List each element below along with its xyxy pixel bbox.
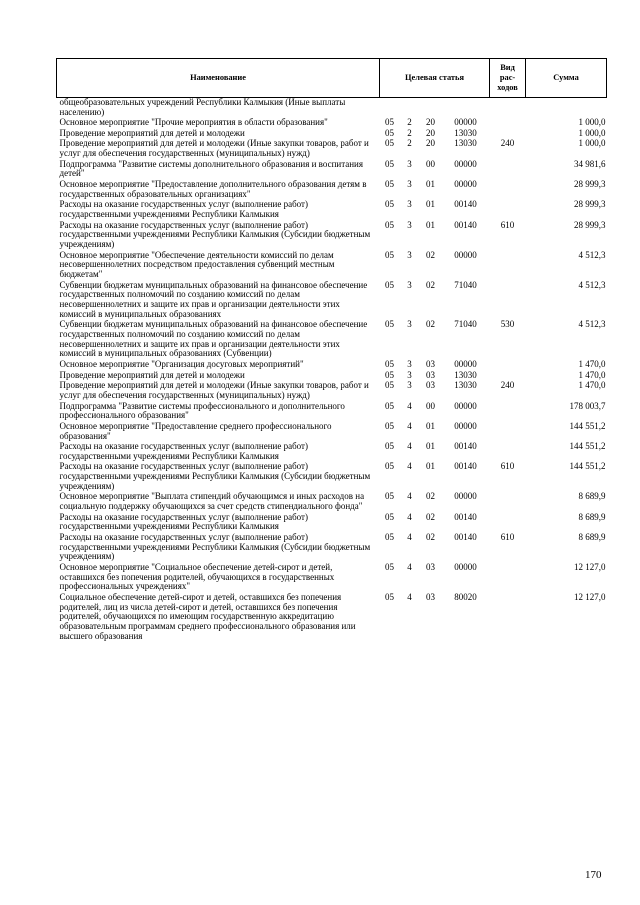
row-program-code: 05	[385, 400, 394, 411]
row-event-code: 01	[426, 219, 435, 230]
row-direction-code: 00000	[454, 562, 477, 573]
row-event-code: 01	[426, 441, 435, 452]
row-name: Расходы на оказание государственных услуг (выполнение работ) государственными учреждениями Республики Калмыкия (Субсидии бюджетным учреждениям)	[59, 461, 371, 491]
row-sum: 1 470,0	[578, 369, 606, 380]
row-name: Проведение мероприятий для детей и молодежи	[59, 369, 245, 380]
row-program-code: 05	[385, 441, 394, 452]
header-expense-type	[490, 59, 526, 98]
row-program-code: 05	[385, 179, 394, 190]
table-row	[57, 98, 607, 119]
row-sum: 8 689,9	[578, 511, 606, 522]
row-direction-code: 00000	[454, 491, 477, 502]
row-expense-type	[490, 118, 526, 129]
row-expense-type	[490, 98, 526, 119]
row-subprogram-code: 3	[407, 279, 412, 290]
row-event-code: 02	[426, 279, 435, 290]
row-name: Основное мероприятие "Организация досуговых мероприятий"	[59, 359, 304, 370]
row-subprogram-code: 3	[407, 219, 412, 230]
row-program-code: 05	[385, 158, 394, 169]
row-direction-code: 80020	[454, 592, 477, 603]
row-subprogram-code: 3	[407, 369, 412, 380]
row-sum: 4 512,3	[578, 319, 606, 330]
row-program-code: 05	[385, 138, 394, 149]
row-event-code: 02	[426, 491, 435, 502]
row-expense-type	[490, 251, 526, 281]
table-row	[57, 462, 607, 492]
row-event-code: 00	[426, 400, 435, 411]
row-name: Расходы на оказание государственных услуг (выполнение работ) государственными учреждениями Республики Калмыкия	[59, 199, 308, 220]
row-name: Субвенции бюджетам муниципальных образований на финансовое обеспечение государственных полномочий по созданию комиссий по делам несовершеннолетних и защите их прав и организации деятельности этих комиссий в муниципальных образованиях	[59, 279, 368, 319]
row-sum: 1 000,0	[578, 138, 606, 149]
row-name: Социальное обеспечение детей-сирот и детей, оставшихся без попечения родителей, лиц из числа детей-сирот и детей, оставшихся без попечения родителей, обучающихся по имеющим государственную аккредитацию образовательным программам среднего профессионального образования или высшего образования	[59, 592, 356, 641]
row-event-code	[420, 98, 442, 119]
row-program-code: 05	[385, 249, 394, 260]
row-program-code: 05	[385, 592, 394, 603]
row-subprogram-code: 4	[407, 400, 412, 411]
table-row	[57, 251, 607, 281]
row-subprogram-code	[400, 98, 420, 119]
row-sum: 28 999,3	[574, 179, 606, 190]
row-expense-type: 530	[500, 319, 515, 330]
header-target-article: Целевая статья	[380, 59, 490, 98]
row-direction-code: 13030	[454, 138, 477, 149]
row-sum: 144 551,2	[569, 441, 606, 452]
row-name: Основное мероприятие "Социальное обеспечение детей-сирот и детей, оставшихся без попечения родителей, обучающихся в государственных профессиональных учреждениях"	[59, 562, 335, 592]
row-program-code	[380, 98, 400, 119]
row-subprogram-code: 4	[407, 562, 412, 573]
row-name: Подпрограмма "Развитие системы дополнительного образования и воспитания детей"	[59, 158, 364, 179]
row-name: Расходы на оказание государственных услуг (выполнение работ) государственными учреждениями Республики Калмыкия	[59, 441, 308, 461]
row-direction-code: 00140	[454, 441, 477, 452]
row-event-code: 02	[426, 249, 435, 260]
table-row	[57, 563, 607, 593]
row-sum: 8 689,9	[578, 532, 606, 543]
row-sum: 34 981,6	[574, 158, 606, 169]
row-subprogram-code: 3	[407, 158, 412, 169]
row-program-code: 05	[385, 532, 394, 543]
row-program-code: 05	[385, 511, 394, 522]
row-sum: 144 551,2	[569, 461, 606, 472]
row-event-code: 02	[426, 319, 435, 330]
row-expense-type	[490, 513, 526, 533]
row-expense-type: 610	[500, 532, 515, 543]
row-expense-type	[490, 180, 526, 200]
row-subprogram-code: 3	[407, 199, 412, 210]
row-expense-type: 240	[500, 138, 515, 149]
row-direction-code: 00140	[454, 461, 477, 472]
row-expense-type	[490, 593, 526, 642]
row-sum: 28 999,3	[574, 199, 606, 210]
row-sum: 4 512,3	[578, 279, 606, 290]
row-program-code: 05	[385, 199, 394, 210]
row-direction-code: 13030	[454, 369, 477, 380]
row-name: Расходы на оказание государственных услуг (выполнение работ) государственными учреждениями Республики Калмыкия (Субсидии бюджетным учреждениям)	[59, 219, 371, 250]
budget-table	[56, 58, 607, 642]
row-subprogram-code: 4	[407, 592, 412, 603]
row-subprogram-code: 4	[407, 511, 412, 522]
row-name: Подпрограмма "Развитие системы профессионального и дополнительного профессионального образования"	[59, 400, 345, 421]
row-name: Расходы на оказание государственных услуг (выполнение работ) государственными учреждениями Республики Калмыкия (Субсидии бюджетным учреждениям)	[59, 532, 371, 562]
row-direction-code: 71040	[454, 279, 477, 290]
row-direction-code: 00140	[454, 532, 477, 543]
table-row	[57, 281, 607, 321]
row-name: Основное мероприятие "Предоставление дополнительного образования детям в государственных образовательных организациях"	[59, 179, 367, 199]
row-subprogram-code: 4	[407, 441, 412, 452]
row-event-code: 20	[426, 117, 435, 128]
header-sum: Сумма	[526, 59, 607, 98]
row-program-code: 05	[385, 461, 394, 472]
table-header-row	[57, 59, 607, 98]
row-program-code: 05	[385, 117, 394, 128]
row-sum: 12 127,0	[574, 592, 606, 603]
table-row	[57, 593, 607, 642]
row-event-code: 03	[426, 562, 435, 573]
row-program-code: 05	[385, 420, 394, 431]
row-program-code: 05	[385, 359, 394, 370]
budget-table-page	[56, 58, 606, 642]
row-program-code: 05	[385, 491, 394, 502]
table-row	[57, 320, 607, 360]
row-sum: 1 470,0	[578, 359, 606, 370]
row-subprogram-code: 3	[407, 359, 412, 370]
row-direction-code: 13030	[454, 380, 477, 391]
row-event-code: 00	[426, 158, 435, 169]
row-event-code: 02	[426, 532, 435, 543]
row-direction-code: 00000	[454, 359, 477, 370]
row-name: Расходы на оказание государственных услуг (выполнение работ) государственными учреждениями Республики Калмыкия	[59, 511, 308, 532]
row-sum: 144 551,2	[569, 420, 606, 431]
row-direction-code	[442, 98, 490, 119]
row-subprogram-code: 4	[407, 461, 412, 472]
row-name: Основное мероприятие "Выплата стипендий обучающимся и иных расходов на социальную поддержку обучающихся за счет средств стипендиального фонда"	[59, 491, 365, 512]
row-subprogram-code: 3	[407, 179, 412, 190]
row-direction-code: 00140	[454, 511, 477, 522]
row-direction-code: 00000	[454, 179, 477, 190]
header-expense-type-line-2: рас-	[499, 73, 516, 82]
row-subprogram-code: 3	[407, 319, 412, 330]
row-program-code: 05	[385, 380, 394, 391]
row-direction-code: 71040	[454, 319, 477, 330]
row-subprogram-code: 4	[407, 532, 412, 543]
row-expense-type	[490, 360, 526, 371]
row-event-code: 01	[426, 420, 435, 431]
table-row	[57, 492, 607, 512]
row-event-code: 03	[426, 592, 435, 603]
row-event-code: 03	[426, 380, 435, 391]
row-sum	[526, 98, 607, 119]
row-sum: 1 470,0	[578, 380, 606, 391]
row-subprogram-code: 4	[407, 491, 412, 502]
row-direction-code: 00000	[454, 249, 477, 260]
table-row	[57, 402, 607, 422]
row-sum: 12 127,0	[574, 562, 606, 573]
row-expense-type	[490, 442, 526, 462]
row-sum: 28 999,3	[574, 219, 606, 230]
row-sum: 1 000,0	[578, 117, 606, 128]
row-program-code: 05	[385, 127, 394, 138]
row-direction-code: 00000	[454, 400, 477, 411]
header-name: Наименование	[57, 59, 380, 98]
row-event-code: 01	[426, 199, 435, 210]
row-expense-type	[490, 200, 526, 220]
row-expense-type	[490, 281, 526, 321]
row-event-code: 03	[426, 359, 435, 370]
row-expense-type: 610	[500, 219, 515, 230]
row-program-code: 05	[385, 369, 394, 380]
row-sum: 8 689,9	[578, 491, 606, 502]
row-program-code: 05	[385, 219, 394, 230]
row-direction-code: 00140	[454, 219, 477, 230]
header-expense-type-line-3: ходов	[497, 83, 518, 92]
row-expense-type	[490, 402, 526, 422]
table-body	[57, 98, 607, 643]
row-subprogram-code: 3	[407, 249, 412, 260]
row-name: Основное мероприятие "Обеспечение деятельности комиссий по делам несовершеннолетних посредством предоставления субвенций местным бюджетам"	[59, 249, 335, 280]
header-expense-type-line-1: Вид	[500, 63, 515, 72]
row-name: Основное мероприятие "Прочие мероприятия в области образования"	[59, 117, 328, 128]
row-name: Субвенции бюджетам муниципальных образований на финансовое обеспечение государственных полномочий по созданию комиссий по делам несовершеннолетних и защите их прав и организации деятельности этих комиссий в муниципальных образованиях (Субвенции)	[59, 319, 368, 359]
table-row	[57, 381, 607, 401]
row-expense-type: 610	[500, 461, 515, 472]
table-row	[57, 160, 607, 180]
row-sum: 1 000,0	[578, 127, 606, 138]
table-row	[57, 442, 607, 462]
row-subprogram-code: 2	[407, 127, 412, 138]
row-subprogram-code: 2	[407, 138, 412, 149]
row-event-code: 01	[426, 461, 435, 472]
row-subprogram-code: 4	[407, 420, 412, 431]
row-expense-type: 240	[500, 380, 515, 391]
row-expense-type	[490, 160, 526, 180]
row-event-code: 20	[426, 127, 435, 138]
row-direction-code: 00000	[454, 117, 477, 128]
row-direction-code: 13030	[454, 127, 477, 138]
row-subprogram-code: 3	[407, 380, 412, 391]
row-event-code: 01	[426, 179, 435, 190]
table-row	[57, 221, 607, 251]
row-program-code: 05	[385, 279, 394, 290]
table-row	[57, 180, 607, 200]
row-name: Проведение мероприятий для детей и молодежи (Иные закупки товаров, работ и услуг для обеспечения государственных (муниципальных) нужд)	[59, 138, 369, 159]
row-direction-code: 00000	[454, 158, 477, 169]
row-program-code: 05	[385, 562, 394, 573]
table-row	[57, 200, 607, 220]
row-event-code: 02	[426, 511, 435, 522]
row-event-code: 20	[426, 138, 435, 149]
row-name: Основное мероприятие "Предоставление среднего профессионального образования"	[59, 420, 332, 441]
row-name: общеобразовательных учреждений Республики Калмыкия (Иные выплаты населению)	[59, 97, 346, 117]
row-expense-type	[490, 492, 526, 512]
row-expense-type	[490, 563, 526, 593]
table-row	[57, 533, 607, 563]
row-expense-type	[490, 422, 526, 442]
row-sum: 4 512,3	[578, 249, 606, 260]
table-row	[57, 422, 607, 442]
row-event-code: 03	[426, 369, 435, 380]
row-sum: 178 003,7	[569, 400, 606, 411]
row-name: Проведение мероприятий для детей и молодежи	[59, 127, 245, 138]
row-name: Проведение мероприятий для детей и молодежи (Иные закупки товаров, работ и услуг для обеспечения государственных (муниципальных) нужд)	[59, 380, 369, 400]
row-program-code: 05	[385, 319, 394, 330]
row-direction-code: 00000	[454, 420, 477, 431]
table-row	[57, 513, 607, 533]
row-subprogram-code: 2	[407, 117, 412, 128]
page-number: 170	[585, 869, 602, 881]
row-direction-code: 00140	[454, 199, 477, 210]
table-row	[57, 139, 607, 159]
